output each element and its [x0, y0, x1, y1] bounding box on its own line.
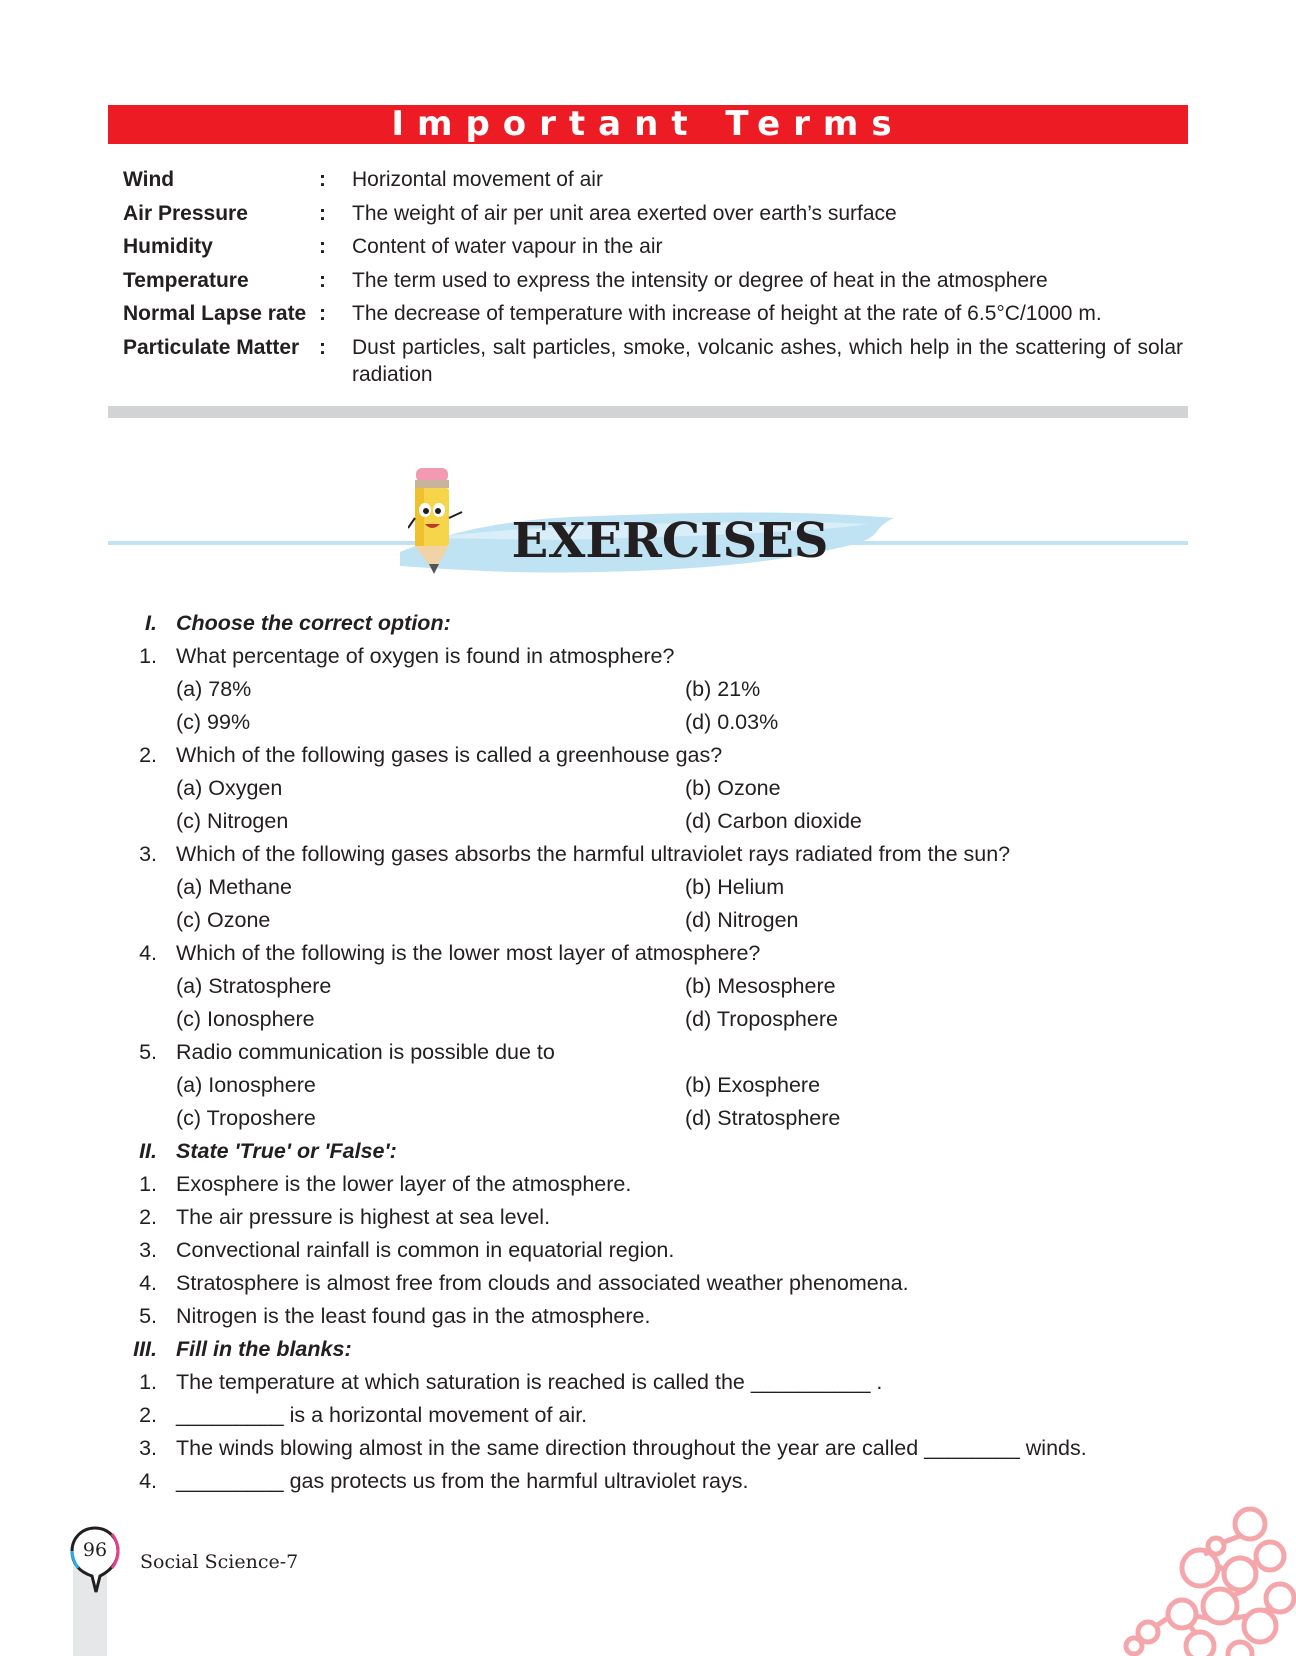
- section-heading: [120, 607, 1190, 640]
- question-number: 2.: [139, 743, 157, 767]
- term-row: [123, 233, 1183, 261]
- term-definition: Dust particles, salt particles, smoke, volcanic ashes, which help in the scattering of solar radiation: [352, 335, 1183, 386]
- fill-blank-item: [120, 1465, 1190, 1498]
- item-text: _________ gas protects us from the harmful ultraviolet rays.: [176, 1469, 749, 1493]
- question-text: Which of the following gases is called a greenhouse gas?: [176, 743, 723, 767]
- item-number: 4.: [139, 1469, 157, 1493]
- item-text: Exosphere is the lower layer of the atmosphere.: [176, 1172, 632, 1196]
- fill-blank-item: [120, 1366, 1190, 1399]
- option: (b) Helium: [685, 875, 785, 899]
- options-row: [120, 673, 1190, 706]
- item-number: 3.: [139, 1238, 157, 1262]
- option: (d) Carbon dioxide: [685, 809, 862, 833]
- term-colon: :: [319, 335, 326, 359]
- option: (a) Oxygen: [176, 776, 283, 800]
- option: (a) Ionosphere: [176, 1073, 316, 1097]
- question: [120, 937, 1190, 970]
- term-name: Temperature: [123, 268, 249, 292]
- options-row: [120, 1102, 1190, 1135]
- term-definition: The term used to express the intensity or degree of heat in the atmosphere: [352, 268, 1048, 292]
- item-number: 2.: [139, 1403, 157, 1427]
- item-number: 4.: [139, 1271, 157, 1295]
- item-text: The winds blowing almost in the same direction throughout the year are called ________ winds.: [176, 1436, 1087, 1460]
- options-row: [120, 904, 1190, 937]
- options-row: [120, 1003, 1190, 1036]
- term-name: Normal Lapse rate: [123, 302, 307, 325]
- fill-blank-item: [120, 1399, 1190, 1432]
- exercises-content: [120, 607, 1190, 1498]
- term-name: Air Pressure: [123, 201, 248, 225]
- option: (b) Ozone: [685, 776, 781, 800]
- pencil-mascot-icon: [408, 468, 468, 576]
- term-colon: :: [319, 201, 326, 225]
- section-number: I.: [145, 611, 157, 635]
- item-number: 1.: [139, 1172, 157, 1196]
- option: (c) Troposhere: [176, 1106, 316, 1130]
- exercises-title: EXERCISES: [511, 513, 829, 569]
- true-false-item: [120, 1300, 1190, 1333]
- question-number: 1.: [139, 644, 157, 668]
- page-number: 96: [82, 1539, 108, 1561]
- term-definition: The decrease of temperature with increase of height at the rate of 6.5°C/1000 m.: [352, 302, 1102, 325]
- question-text: Radio communication is possible due to: [176, 1040, 555, 1064]
- term-name: Wind: [123, 168, 175, 191]
- option: (a) 78%: [176, 677, 252, 701]
- section-title: State 'True' or 'False':: [176, 1139, 397, 1163]
- question-text: Which of the following is the lower most layer of atmosphere?: [176, 941, 761, 965]
- question-number: 5.: [139, 1040, 157, 1064]
- term-row: [123, 166, 1183, 194]
- term-row: [123, 267, 1183, 295]
- item-number: 2.: [139, 1205, 157, 1229]
- item-text: _________ is a horizontal movement of air.: [176, 1403, 588, 1427]
- options-row: [120, 805, 1190, 838]
- option: (d) Nitrogen: [685, 908, 799, 932]
- terms-divider-bar: [108, 406, 1188, 418]
- option: (d) Troposphere: [685, 1007, 838, 1031]
- true-false-item: [120, 1201, 1190, 1234]
- option: (c) 99%: [176, 710, 251, 734]
- term-colon: :: [319, 268, 326, 292]
- term-row: [123, 300, 1183, 328]
- term-colon: :: [319, 168, 326, 191]
- item-text: The temperature at which saturation is reached is called the __________ .: [176, 1370, 883, 1394]
- fill-blank-item: [120, 1432, 1190, 1465]
- question: [120, 1036, 1190, 1069]
- option: (a) Stratosphere: [176, 974, 332, 998]
- option: (b) 21%: [685, 677, 761, 701]
- terms-list: [123, 166, 1183, 395]
- option: (d) Stratosphere: [685, 1106, 841, 1130]
- term-definition: The weight of air per unit area exerted over earth’s surface: [352, 201, 897, 225]
- options-row: [120, 1069, 1190, 1102]
- question: [120, 640, 1190, 673]
- item-text: Nitrogen is the least found gas in the atmosphere.: [176, 1304, 651, 1328]
- question: [120, 739, 1190, 772]
- molecule-decoration-icon: [1120, 1506, 1296, 1656]
- question-number: 4.: [139, 941, 157, 965]
- option: (c) Ozone: [176, 908, 271, 932]
- item-text: Stratosphere is almost free from clouds and associated weather phenomena.: [176, 1271, 909, 1295]
- options-row: [120, 772, 1190, 805]
- term-row: [123, 334, 1183, 389]
- option: (c) Nitrogen: [176, 809, 289, 833]
- question: [120, 838, 1190, 871]
- question-text: Which of the following gases absorbs the harmful ultraviolet rays radiated from the sun?: [176, 842, 1011, 866]
- option: (b) Mesosphere: [685, 974, 836, 998]
- section-heading: [120, 1333, 1190, 1366]
- section-title: Fill in the blanks:: [176, 1337, 352, 1361]
- term-colon: :: [319, 235, 326, 258]
- section-number: III.: [133, 1337, 157, 1361]
- important-terms-header: Important Terms: [108, 105, 1188, 144]
- true-false-item: [120, 1267, 1190, 1300]
- option: (b) Exosphere: [685, 1073, 821, 1097]
- term-row: [123, 200, 1183, 228]
- options-row: [120, 706, 1190, 739]
- section-heading: [120, 1135, 1190, 1168]
- section-title: Choose the correct option:: [176, 611, 451, 635]
- term-definition: Horizontal movement of air: [352, 168, 603, 191]
- section-number: II.: [139, 1139, 157, 1163]
- item-text: The air pressure is highest at sea level.: [176, 1205, 551, 1229]
- question-text: What percentage of oxygen is found in atmosphere?: [176, 644, 675, 668]
- question-number: 3.: [139, 842, 157, 866]
- term-colon: :: [319, 302, 326, 325]
- term-name: Particulate Matter: [123, 335, 300, 359]
- option: (a) Methane: [176, 875, 292, 899]
- true-false-item: [120, 1234, 1190, 1267]
- options-row: [120, 970, 1190, 1003]
- book-title: Social Science-7: [140, 1551, 299, 1573]
- option: (d) 0.03%: [685, 710, 779, 734]
- item-text: Convectional rainfall is common in equatorial region.: [176, 1238, 675, 1262]
- term-definition: Content of water vapour in the air: [352, 235, 663, 258]
- options-row: [120, 871, 1190, 904]
- item-number: 3.: [139, 1436, 157, 1460]
- item-number: 1.: [139, 1370, 157, 1394]
- item-number: 5.: [139, 1304, 157, 1328]
- option: (c) Ionosphere: [176, 1007, 315, 1031]
- term-name: Humidity: [123, 235, 213, 258]
- true-false-item: [120, 1168, 1190, 1201]
